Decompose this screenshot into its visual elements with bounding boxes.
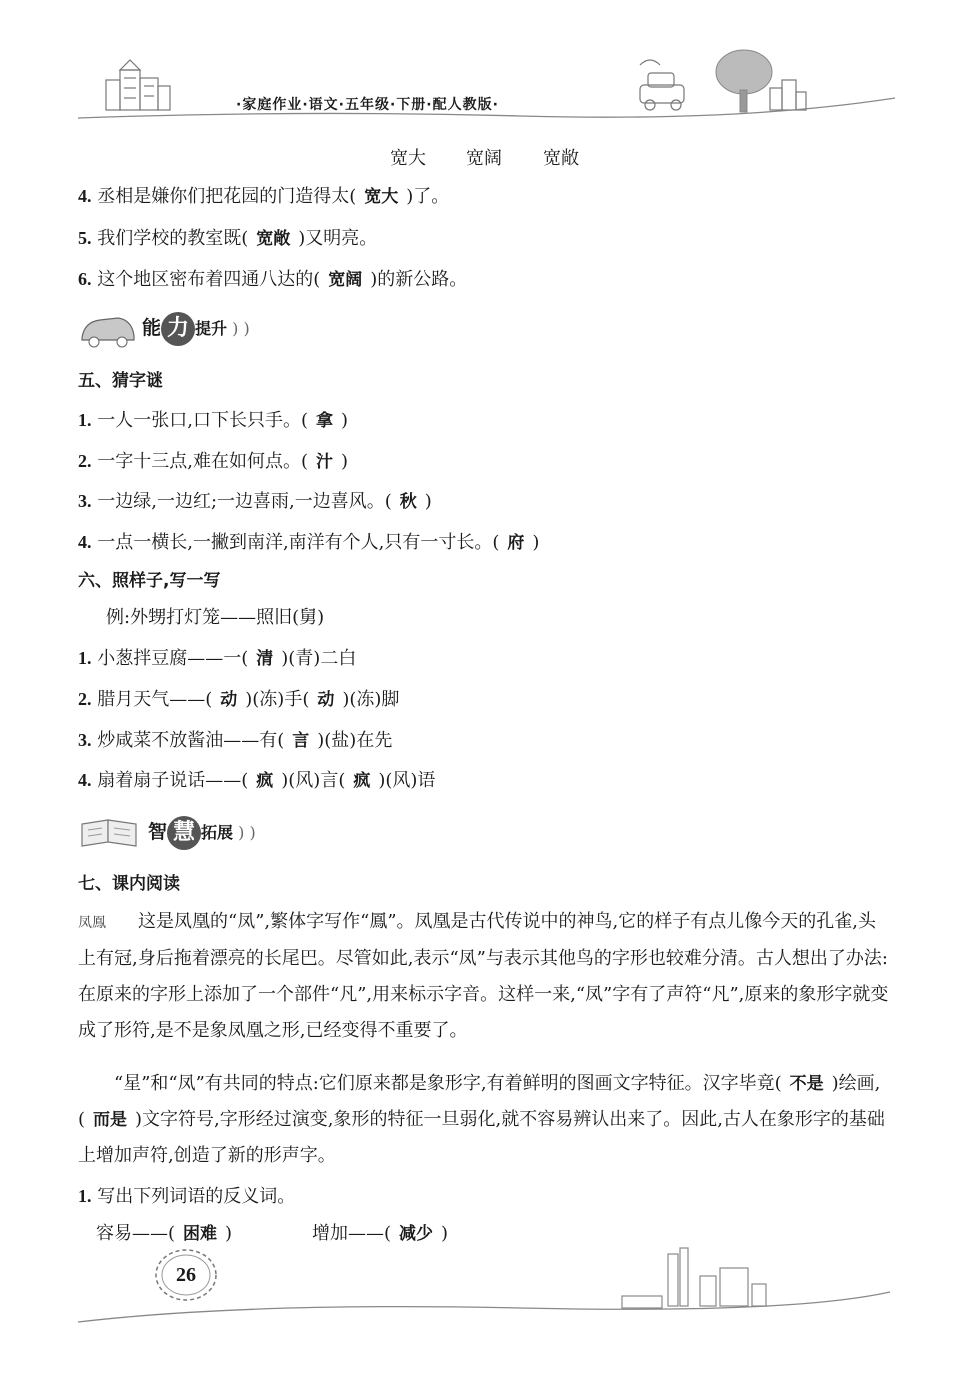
item-text: )(风)言( [281, 770, 346, 791]
answer: 府 [507, 533, 525, 553]
item-text: 一点一横长,一撇到南洋,南洋有个人,只有一寸长。( [97, 532, 500, 553]
word-option-2: 宽阔 [466, 148, 502, 169]
item-text: )了。 [406, 186, 450, 207]
antonym-word: ) [225, 1223, 233, 1244]
banner-char: 能 [142, 317, 162, 339]
car-icon [78, 310, 138, 350]
answer: 动 [220, 690, 238, 710]
item-text: 一边绿,一边红;一边喜雨,一边喜风。( [97, 491, 392, 512]
riddle-item [78, 449, 348, 474]
section-title: 七、课内阅读 [78, 874, 180, 894]
header-decoration [0, 0, 979, 140]
item-number: 5. [78, 228, 92, 248]
item-text: )(风)语 [378, 770, 436, 791]
answer: 清 [256, 649, 274, 669]
idiom-item [78, 687, 399, 712]
answer: 宽大 [364, 187, 399, 207]
item-number: 4. [78, 186, 92, 206]
book-icon [78, 812, 142, 852]
answer: 宽敞 [256, 229, 291, 249]
item-text: ) [340, 410, 349, 431]
item-text: ) [424, 491, 432, 512]
banner-char: 提升 [195, 319, 228, 338]
item-text: 炒咸菜不放酱油——有( [97, 730, 285, 751]
item-number: 2. [78, 451, 92, 471]
banner-char: 拓展 [201, 823, 234, 842]
item-text: 这个地区密布着四通八达的( [97, 269, 321, 290]
item-text: 一人一张口,口下长只手。( [97, 410, 308, 431]
answer: 言 [292, 731, 310, 751]
item-text: )的新公路。 [370, 269, 468, 290]
footer-decoration [0, 1240, 979, 1350]
answer: 宽阔 [328, 270, 363, 290]
item-number: 1. [78, 648, 92, 668]
answer: 疯 [353, 771, 371, 791]
banner-circle-char: 慧 [167, 816, 201, 850]
banner-char: 智 [148, 821, 168, 843]
fill-item [78, 267, 467, 292]
item-number: 3. [78, 730, 92, 750]
item-number: 3. [78, 491, 92, 511]
item-text: 一字十三点,难在如何点。( [97, 451, 308, 472]
section-title: 六、照样子,写一写 [78, 571, 221, 591]
antonym-word: 容易——( [96, 1223, 176, 1244]
item-text: )(盐)在先 [317, 730, 393, 751]
item-text: )(冻)脚 [342, 689, 400, 710]
item-number: 1. [78, 1186, 92, 1206]
antonym-word: ) [441, 1223, 449, 1244]
answer: 疯 [256, 771, 274, 791]
answer: 汁 [315, 452, 333, 472]
item-number: 2. [78, 689, 92, 709]
fill-item [78, 226, 377, 251]
answer: 秋 [399, 492, 417, 512]
answer: 困难 [183, 1224, 218, 1244]
idiom-item [78, 646, 356, 671]
reading-paragraph-2 [78, 1066, 893, 1174]
banner-circle-char: 力 [161, 312, 195, 346]
answer: 减少 [399, 1224, 434, 1244]
item-text: 腊月天气——( [97, 689, 213, 710]
section-title: 五、猜字谜 [78, 371, 163, 391]
example-line: 例:外甥打灯笼——照旧(舅) [106, 607, 325, 628]
riddle-item [78, 530, 539, 555]
antonym-word: 增加——( [312, 1223, 392, 1244]
item-number: 1. [78, 410, 92, 430]
question-text: 写出下列词语的反义词。 [97, 1186, 296, 1207]
item-text: ) [340, 451, 349, 472]
question-line [78, 1184, 295, 1209]
reading-paragraph-1 [78, 904, 893, 1049]
item-text: 丞相是嫌你们把花园的门造得太( [97, 186, 357, 207]
item-text: )(冻)手( [245, 689, 310, 710]
riddle-item [78, 408, 348, 433]
item-number: 4. [78, 770, 92, 790]
riddle-item [78, 489, 432, 514]
paragraph-text: 这是凤凰的“凤”,繁体字写作“鳳”。凤凰是古代传说中的神鸟,它的样子有点儿像今天的孔雀,头上有冠,身后拖着漂亮的长尾巴。尽管如此,表示“凤”与表示其他鸟的字形也较难分清。古人想出了办法:在原来的字形上添加了一个部件“凡”,用来标示字音。这样一来,“凤”字有了声符“凡”,原来的象形字就变成了形符,是不是象凤凰之形,已经变得不重要了。 [78, 911, 889, 1041]
page-number-badge [152, 1246, 220, 1304]
item-text: )又明亮。 [298, 228, 378, 249]
paragraph-text: “星”和“凤”有共同的特点:它们原来都是象形字,有着鲜明的图画文字特征。汉字毕竟( [114, 1073, 782, 1094]
fill-item [78, 184, 449, 209]
word-option-1: 宽大 [390, 148, 426, 169]
item-text: ) [532, 532, 540, 553]
idiom-item [78, 728, 392, 753]
item-text: 我们学校的教室既( [97, 228, 249, 249]
word-option-3: 宽敞 [543, 148, 579, 169]
item-number: 6. [78, 269, 92, 289]
section-banner-wisdom: 智 慧 拓展 ) ) [78, 806, 288, 856]
section-banner-ability: 能 力 提升 ) ) [78, 306, 278, 352]
page-number: 26 [176, 1264, 196, 1286]
paragraph-text: )绘画,( [78, 1073, 881, 1130]
item-text: 扇着扇子说话——( [97, 770, 249, 791]
idiom-item [78, 768, 435, 793]
answer: 而是 [93, 1110, 128, 1130]
header-title: ·家庭作业·语文·五年级·下册·配人教版· [236, 97, 499, 113]
ancient-glyph-icon: 凤鳯 [78, 915, 106, 931]
item-text: 小葱拌豆腐——一( [97, 648, 249, 669]
answer: 不是 [789, 1074, 824, 1094]
answer: 拿 [315, 411, 333, 431]
item-text: )(青)二白 [281, 648, 357, 669]
item-number: 4. [78, 532, 92, 552]
answer: 动 [317, 690, 335, 710]
paragraph-text: )文字符号,字形经过演变,象形的特征一旦弱化,就不容易辨认出来了。因此,古人在象形字的基础上增加声符,创造了新的形声字。 [78, 1109, 885, 1166]
